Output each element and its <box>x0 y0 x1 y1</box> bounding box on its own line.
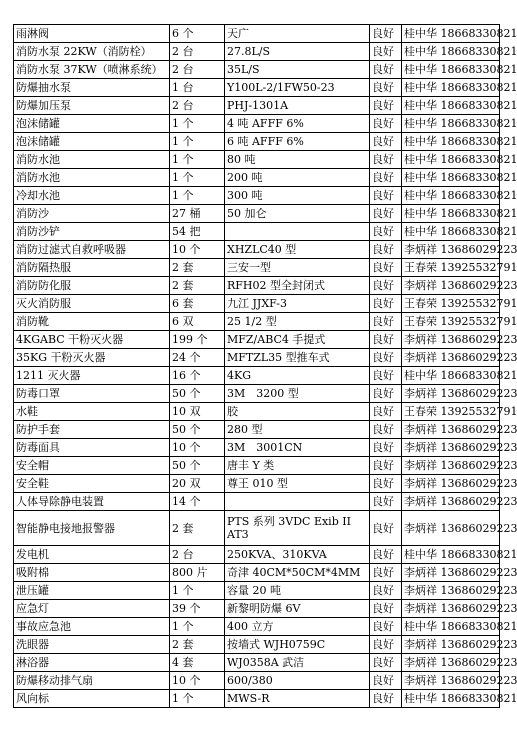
item-name-cell: 安全帽 <box>14 457 170 475</box>
contact-cell: 李炳祥 13686029223 <box>402 457 500 475</box>
quantity-cell: 20 双 <box>170 475 225 493</box>
condition-cell: 良好 <box>370 421 402 439</box>
table-row <box>14 582 500 600</box>
contact-cell: 李炳祥 13686029223 <box>402 493 500 511</box>
condition-cell: 良好 <box>370 331 402 349</box>
item-name-cell: 洗眼器 <box>14 636 170 654</box>
table-row <box>14 493 500 511</box>
quantity-cell: 1 个 <box>170 187 225 205</box>
contact-cell: 王春荣 13925532791 <box>402 403 500 421</box>
item-name-cell: 雨淋阀 <box>14 25 170 43</box>
table-row <box>14 421 500 439</box>
item-name-cell: 发电机 <box>14 546 170 564</box>
contact-cell: 李炳祥 13686029223 <box>402 654 500 672</box>
quantity-cell: 2 套 <box>170 636 225 654</box>
contact-cell: 桂中华 18668330821 <box>402 205 500 223</box>
table-row <box>14 61 500 79</box>
contact-cell: 李炳祥 13686029223 <box>402 349 500 367</box>
item-name-cell: 4KGABC 干粉灭火器 <box>14 331 170 349</box>
table-row <box>14 600 500 618</box>
table-row <box>14 223 500 241</box>
table-row <box>14 546 500 564</box>
item-name-cell: 消防水泵 37KW（喷淋系统） <box>14 61 170 79</box>
table-row <box>14 475 500 493</box>
condition-cell: 良好 <box>370 654 402 672</box>
table-row <box>14 439 500 457</box>
contact-cell: 桂中华 18668330821 <box>402 133 500 151</box>
contact-cell: 李炳祥 13686029223 <box>402 241 500 259</box>
spec-cell: 400 立方 <box>225 618 370 636</box>
quantity-cell: 1 个 <box>170 582 225 600</box>
table-row <box>14 295 500 313</box>
condition-cell: 良好 <box>370 151 402 169</box>
spec-cell: 尊王 010 型 <box>225 475 370 493</box>
condition-cell: 良好 <box>370 25 402 43</box>
quantity-cell: 2 套 <box>170 259 225 277</box>
table-row <box>14 457 500 475</box>
condition-cell: 良好 <box>370 600 402 618</box>
item-name-cell: 灭火消防服 <box>14 295 170 313</box>
table-row <box>14 367 500 385</box>
condition-cell: 良好 <box>370 259 402 277</box>
item-name-cell: 冷却水池 <box>14 187 170 205</box>
table-row <box>14 259 500 277</box>
contact-cell: 李炳祥 13686029223 <box>402 385 500 403</box>
contact-cell: 王春荣 13925532791 <box>402 259 500 277</box>
quantity-cell: 10 双 <box>170 403 225 421</box>
condition-cell: 良好 <box>370 295 402 313</box>
contact-cell: 桂中华 18668330821 <box>402 115 500 133</box>
spec-cell: 6 吨 AFFF 6% <box>225 133 370 151</box>
spec-cell: 3M 3001CN <box>225 439 370 457</box>
item-name-cell: 事故应急池 <box>14 618 170 636</box>
item-name-cell: 防爆抽水泵 <box>14 79 170 97</box>
quantity-cell: 14 个 <box>170 493 225 511</box>
item-name-cell: 吸附棉 <box>14 564 170 582</box>
quantity-cell: 1 个 <box>170 133 225 151</box>
quantity-cell: 6 双 <box>170 313 225 331</box>
spec-cell: 280 型 <box>225 421 370 439</box>
condition-cell: 良好 <box>370 313 402 331</box>
item-name-cell: 消防沙铲 <box>14 223 170 241</box>
contact-cell: 李炳祥 13686029223 <box>402 600 500 618</box>
contact-cell: 李炳祥 13686029223 <box>402 636 500 654</box>
quantity-cell: 1 个 <box>170 618 225 636</box>
condition-cell: 良好 <box>370 439 402 457</box>
table-row <box>14 349 500 367</box>
equipment-table <box>13 24 517 708</box>
item-name-cell: 消防隔热服 <box>14 259 170 277</box>
table-row <box>14 654 500 672</box>
condition-cell: 良好 <box>370 169 402 187</box>
spec-cell: 胶 <box>225 403 370 421</box>
table-row <box>14 187 500 205</box>
contact-cell: 桂中华 18668330821 <box>402 618 500 636</box>
item-name-cell: 消防水池 <box>14 151 170 169</box>
condition-cell: 良好 <box>370 133 402 151</box>
item-name-cell: 防护手套 <box>14 421 170 439</box>
item-name-cell: 泡沫储罐 <box>14 133 170 151</box>
quantity-cell: 2 台 <box>170 61 225 79</box>
spec-cell: 50 加仑 <box>225 205 370 223</box>
condition-cell: 良好 <box>370 205 402 223</box>
equipment-table-body <box>14 25 517 708</box>
spec-cell: 4 吨 AFFF 6% <box>225 115 370 133</box>
item-name-cell: 消防沙 <box>14 205 170 223</box>
contact-cell: 桂中华 18668330821 <box>402 61 500 79</box>
quantity-cell: 1 个 <box>170 151 225 169</box>
contact-cell: 王春荣 13925532791 <box>402 313 500 331</box>
contact-cell: 桂中华 18668330821 <box>402 43 500 61</box>
quantity-cell: 2 台 <box>170 97 225 115</box>
condition-cell: 良好 <box>370 61 402 79</box>
item-name-cell: 消防防化服 <box>14 277 170 295</box>
condition-cell: 良好 <box>370 690 402 708</box>
spec-cell: MWS-R <box>225 690 370 708</box>
quantity-cell: 2 套 <box>170 277 225 295</box>
table-row <box>14 241 500 259</box>
spec-cell <box>225 493 370 511</box>
quantity-cell: 800 片 <box>170 564 225 582</box>
item-name-cell: 水鞋 <box>14 403 170 421</box>
quantity-cell: 27 桶 <box>170 205 225 223</box>
contact-cell: 桂中华 18668330821 <box>402 187 500 205</box>
contact-cell: 李炳祥 13686029223 <box>402 331 500 349</box>
condition-cell: 良好 <box>370 349 402 367</box>
item-name-cell: 智能静电接地报警器 <box>14 511 170 546</box>
quantity-cell: 50 个 <box>170 421 225 439</box>
item-name-cell: 消防水泵 22KW（消防栓） <box>14 43 170 61</box>
item-name-cell: 消防靴 <box>14 313 170 331</box>
condition-cell: 良好 <box>370 79 402 97</box>
contact-cell: 桂中华 18668330821 <box>402 169 500 187</box>
spec-cell: 容量 20 吨 <box>225 582 370 600</box>
quantity-cell: 2 台 <box>170 546 225 564</box>
item-name-cell: 安全鞋 <box>14 475 170 493</box>
spec-cell <box>225 223 370 241</box>
condition-cell: 良好 <box>370 582 402 600</box>
contact-cell: 桂中华 18668330821 <box>402 546 500 564</box>
item-name-cell: 人体导除静电装置 <box>14 493 170 511</box>
table-row <box>14 385 500 403</box>
item-name-cell: 防毒口罩 <box>14 385 170 403</box>
spec-cell: 35L/S <box>225 61 370 79</box>
spec-cell: 600/380 <box>225 672 370 690</box>
item-name-cell: 风向标 <box>14 690 170 708</box>
spec-cell: 27.8L/S <box>225 43 370 61</box>
table-row <box>14 151 500 169</box>
contact-cell: 桂中华 18668330821 <box>402 97 500 115</box>
table-row <box>14 564 500 582</box>
spec-cell: PHJ-1301A <box>225 97 370 115</box>
spec-cell: 新黎明防爆 6V <box>225 600 370 618</box>
quantity-cell: 1 个 <box>170 115 225 133</box>
condition-cell: 良好 <box>370 115 402 133</box>
condition-cell: 良好 <box>370 475 402 493</box>
table-row <box>14 169 500 187</box>
condition-cell: 良好 <box>370 385 402 403</box>
spec-cell: 九江 JJXF-3 <box>225 295 370 313</box>
condition-cell: 良好 <box>370 367 402 385</box>
condition-cell: 良好 <box>370 564 402 582</box>
item-name-cell: 防毒面具 <box>14 439 170 457</box>
contact-cell: 桂中华 18668330821 <box>402 223 500 241</box>
table-row <box>14 79 500 97</box>
spec-cell: PTS 系列 3VDC Exib II AT3 <box>225 511 370 546</box>
spec-cell: 80 吨 <box>225 151 370 169</box>
spec-cell: 按墙式 WJH0759C <box>225 636 370 654</box>
table-row <box>14 205 500 223</box>
condition-cell: 良好 <box>370 457 402 475</box>
table-row <box>14 115 500 133</box>
condition-cell: 良好 <box>370 97 402 115</box>
quantity-cell: 199 个 <box>170 331 225 349</box>
condition-cell: 良好 <box>370 277 402 295</box>
table-row <box>14 511 500 546</box>
condition-cell: 良好 <box>370 403 402 421</box>
table-row <box>14 133 500 151</box>
condition-cell: 良好 <box>370 672 402 690</box>
item-name-cell: 消防水池 <box>14 169 170 187</box>
condition-cell: 良好 <box>370 636 402 654</box>
condition-cell: 良好 <box>370 241 402 259</box>
spec-cell: Y100L-2/1FW50-23 <box>225 79 370 97</box>
spec-cell: MFZ/ABC4 手提式 <box>225 331 370 349</box>
quantity-cell: 16 个 <box>170 367 225 385</box>
contact-cell: 桂中华 18668330821 <box>402 25 500 43</box>
item-name-cell: 35KG 干粉灭火器 <box>14 349 170 367</box>
quantity-cell: 24 个 <box>170 349 225 367</box>
item-name-cell: 泡沫储罐 <box>14 115 170 133</box>
quantity-cell: 54 把 <box>170 223 225 241</box>
spec-cell: RFH02 型全封闭式 <box>225 277 370 295</box>
quantity-cell: 1 台 <box>170 79 225 97</box>
quantity-cell: 2 套 <box>170 511 225 546</box>
spec-cell: 唐丰 Y 类 <box>225 457 370 475</box>
condition-cell: 良好 <box>370 546 402 564</box>
quantity-cell: 10 个 <box>170 241 225 259</box>
spec-cell: 3M 3200 型 <box>225 385 370 403</box>
contact-cell: 李炳祥 13686029223 <box>402 511 500 546</box>
contact-cell: 桂中华 18668330821 <box>402 79 500 97</box>
quantity-cell: 50 个 <box>170 385 225 403</box>
item-name-cell: 防爆加压泵 <box>14 97 170 115</box>
table-row <box>14 313 500 331</box>
contact-cell: 李炳祥 13686029223 <box>402 582 500 600</box>
table-row <box>14 331 500 349</box>
table-row <box>14 403 500 421</box>
contact-cell: 王春荣 13925532791 <box>402 295 500 313</box>
contact-cell: 桂中华 18668330821 <box>402 690 500 708</box>
spec-cell: 250KVA、310KVA <box>225 546 370 564</box>
quantity-cell: 39 个 <box>170 600 225 618</box>
contact-cell: 李炳祥 13686029223 <box>402 672 500 690</box>
table-row <box>14 25 500 43</box>
condition-cell: 良好 <box>370 511 402 546</box>
condition-cell: 良好 <box>370 223 402 241</box>
contact-cell: 桂中华 18668330821 <box>402 151 500 169</box>
quantity-cell: 10 个 <box>170 672 225 690</box>
item-name-cell: 1211 灭火器 <box>14 367 170 385</box>
spec-cell: 三安一型 <box>225 259 370 277</box>
table-row <box>14 277 500 295</box>
spec-cell: 奇津 40CM*50CM*4MM <box>225 564 370 582</box>
contact-cell: 桂中华 18668330821 <box>402 367 500 385</box>
condition-cell: 良好 <box>370 187 402 205</box>
contact-cell: 李炳祥 13686029223 <box>402 421 500 439</box>
item-name-cell: 泄压罐 <box>14 582 170 600</box>
spec-cell: 25 1/2 型 <box>225 313 370 331</box>
spec-cell: 200 吨 <box>225 169 370 187</box>
table-row <box>14 43 500 61</box>
quantity-cell: 10 个 <box>170 439 225 457</box>
item-name-cell: 应急灯 <box>14 600 170 618</box>
quantity-cell: 4 套 <box>170 654 225 672</box>
table-row <box>14 672 500 690</box>
table-row <box>14 618 500 636</box>
quantity-cell: 50 个 <box>170 457 225 475</box>
contact-cell: 李炳祥 13686029223 <box>402 475 500 493</box>
spec-cell: 4KG <box>225 367 370 385</box>
quantity-cell: 1 个 <box>170 169 225 187</box>
table-row <box>14 690 500 708</box>
contact-cell: 李炳祥 13686029223 <box>402 277 500 295</box>
condition-cell: 良好 <box>370 618 402 636</box>
spec-cell: XHZLC40 型 <box>225 241 370 259</box>
quantity-cell: 2 台 <box>170 43 225 61</box>
spec-cell: WJ0358A 武洁 <box>225 654 370 672</box>
condition-cell: 良好 <box>370 43 402 61</box>
item-name-cell: 防爆移动排气扇 <box>14 672 170 690</box>
contact-cell: 李炳祥 13686029223 <box>402 439 500 457</box>
spec-cell: 天广 <box>225 25 370 43</box>
spec-cell: 300 吨 <box>225 187 370 205</box>
condition-cell: 良好 <box>370 493 402 511</box>
quantity-cell: 6 个 <box>170 25 225 43</box>
item-name-cell: 淋浴器 <box>14 654 170 672</box>
quantity-cell: 6 套 <box>170 295 225 313</box>
contact-cell: 李炳祥 13686029223 <box>402 564 500 582</box>
spec-cell: MFTZL35 型推车式 <box>225 349 370 367</box>
quantity-cell: 1 个 <box>170 690 225 708</box>
table-row <box>14 636 500 654</box>
item-name-cell: 消防过滤式自救呼吸器 <box>14 241 170 259</box>
table-row <box>14 97 500 115</box>
